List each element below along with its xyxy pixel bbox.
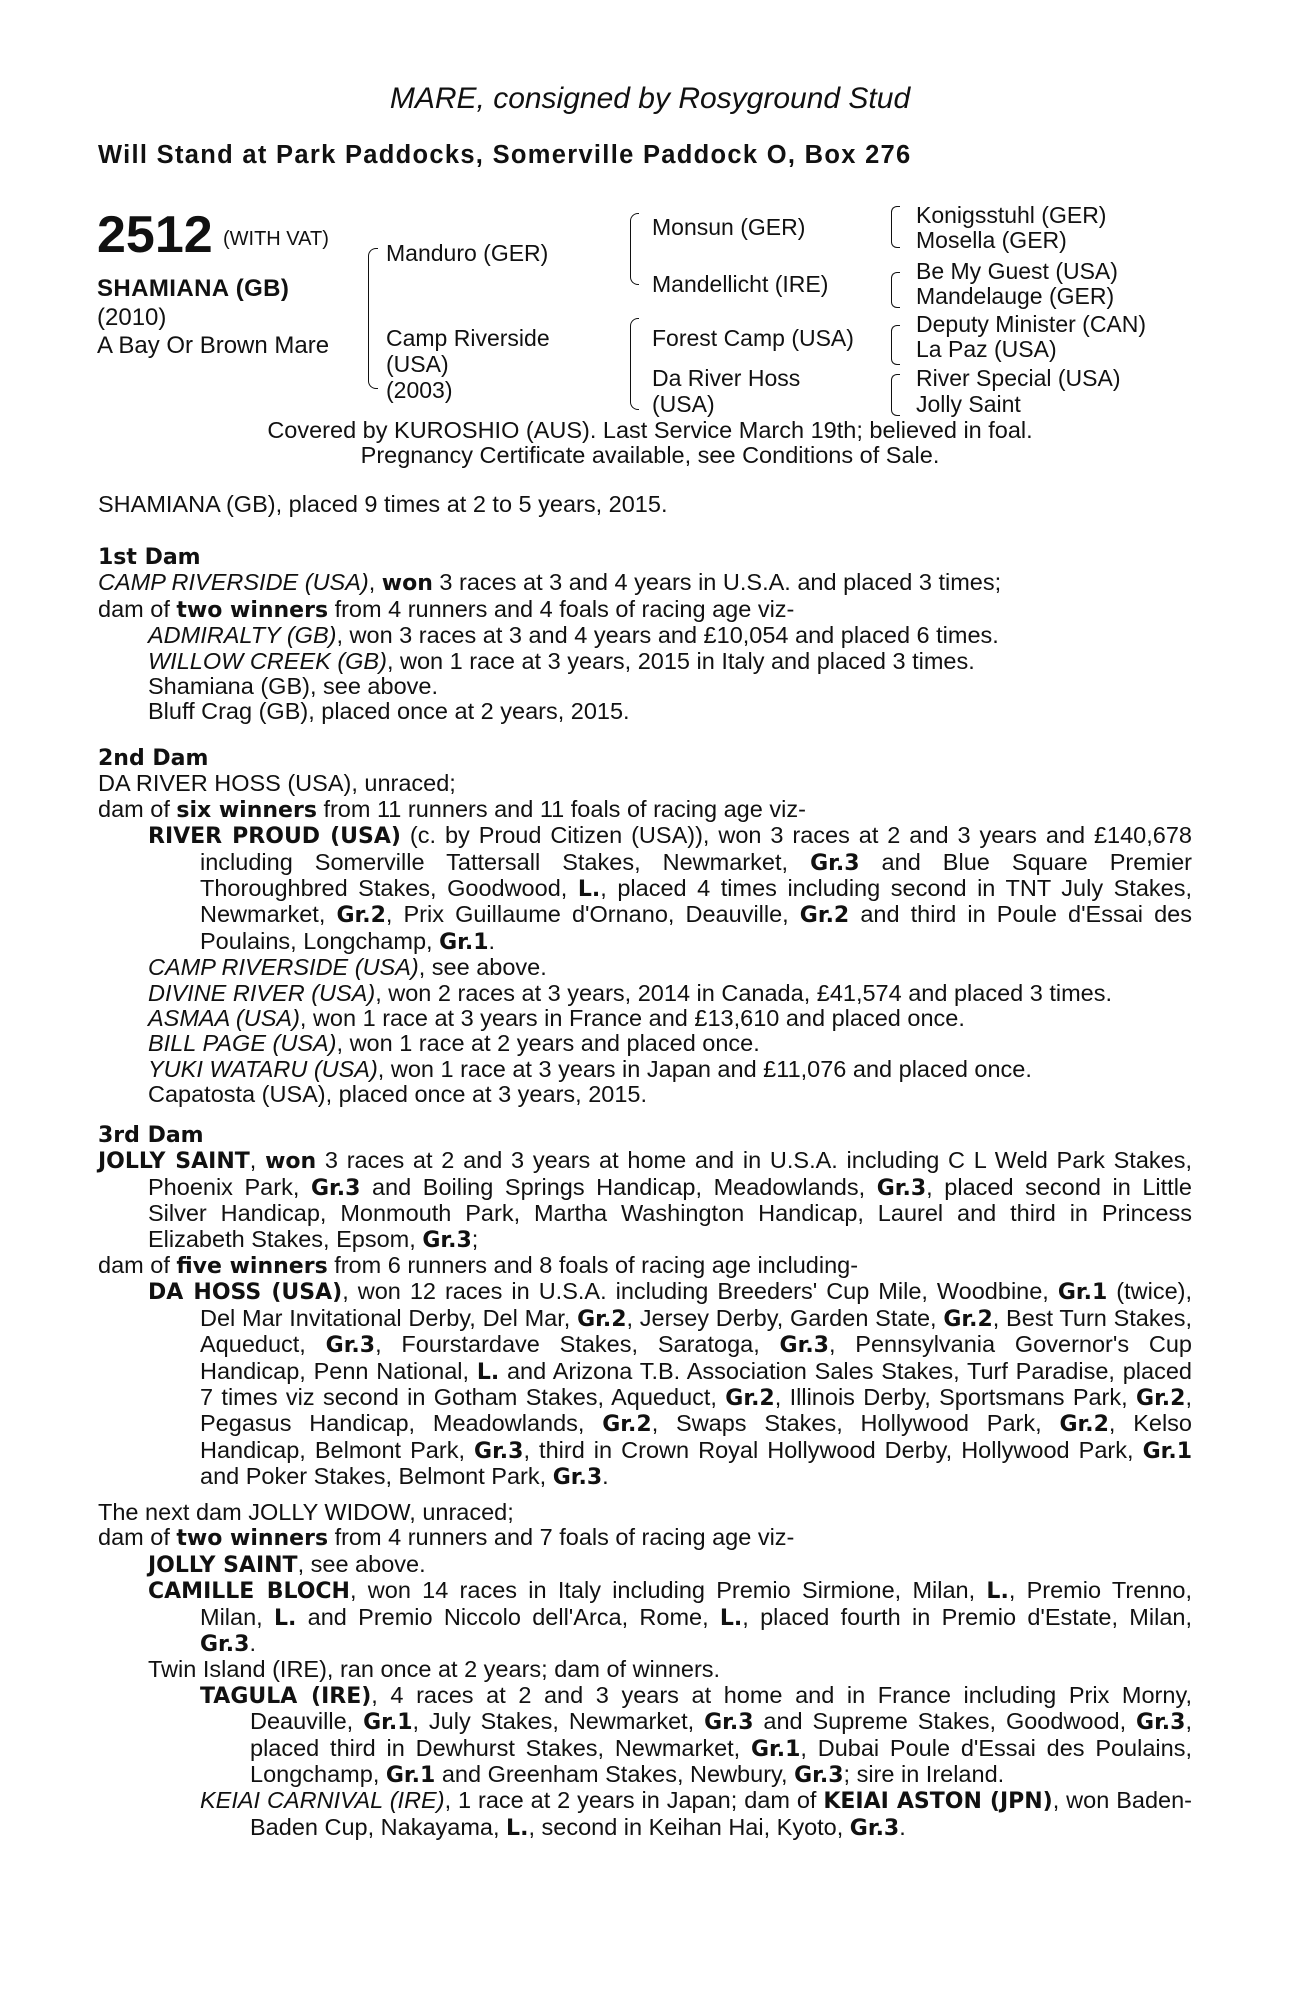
g3-ancestor: River Special (USA) bbox=[916, 365, 1121, 391]
horse-name: SHAMIANA (GB) bbox=[97, 275, 290, 302]
g3-ancestor: Jolly Saint bbox=[916, 391, 1021, 417]
third-dam-section: 3rd Dam JOLLY SAINT, won 3 races at 2 and 3 years at home and in U.S.A. including C L Weld Park Stakes, Phoenix Park, Gr.3 and Boiling Springs Handicap, Meadowlands, Gr.3, placed second in Little Silver Handicap, Monmouth Park, Martha Washington Handicap, Laurel and third in Princess Elizabeth Stakes, Epsom, Gr.3; dam of five winners from 6 runners and 8 foals of racing age including- DA HOSS (USA), won 12 races in U.S.A. including Breeders' Cup Mile, Woodbine, Gr.1 (twice), Del Mar Invitational Derby, Del Mar, Gr.2, Jersey Derby, Garden State, Gr.2, Best Turn Stakes, Aqueduct, Gr.3, Fourstardave Stakes, Saratoga, Gr.3, Pennsylvania Governor's Cup Handicap, Penn National, L. and Arizona T.B. Association Sales Stakes, Turf Paradise, placed 7 times viz second in Gotham Stakes, Aqueduct, Gr.2, Illinois Derby, Sportsmans Park, Gr.2, Pegasus Handicap, Meadowlands, Gr.2, Swaps Stakes, Hollywood Park, Gr.2, Kelso Handicap, Belmont Park, Gr.3, third in Crown Royal Hollywood Derby, Hollywood Park, Gr.1 and Poker Stakes, Belmont Park, Gr.3. bbox=[98, 1123, 1192, 1491]
sire-name: Manduro (GER) bbox=[386, 240, 549, 266]
g3-ancestor: La Paz (USA) bbox=[916, 336, 1057, 362]
pedigree-brace bbox=[891, 206, 900, 248]
g3-ancestor: Deputy Minister (CAN) bbox=[916, 311, 1147, 337]
stand-location: Will Stand at Park Paddocks, Somerville Paddock O, Box 276 bbox=[98, 141, 912, 169]
pedigree-brace bbox=[368, 248, 378, 389]
next-dam-section: The next dam JOLLY WIDOW, unraced; dam of two winners from 4 runners and 7 foals of racing age viz- JOLLY SAINT, see above. CAMILLE BLOCH, won 14 races in Italy including Premio Sirmione, Milan, L., Premio Trenno, Milan, L. and Premio Niccolo dell'Arca, Rome, L., placed fourth in Premio d'Estate, Milan, Gr.3. Twin Island (IRE), ran once at 2 years; dam of winners. TAGULA (IRE), 4 races at 2 and 3 years at home and in France including Prix Morny, Deauville, Gr.1, July Stakes, Newmarket, Gr.3 and Supreme Stakes, Goodwood, Gr.3, placed third in Dewhurst Stakes, Newmarket, Gr.1, Dubai Poule d'Essai des Poulains, Longchamp, Gr.1 and Greenham Stakes, Newbury, Gr.3; sire in Ireland. KEIAI CARNIVAL (IRE), 1 race at 2 years in Japan; dam of KEIAI ASTON (JPN), won Baden-Baden Cup, Nakayama, L., second in Keihan Hai, Kyoto, Gr.3. bbox=[98, 1499, 1193, 1841]
second-dam-section: 2nd Dam DA RIVER HOSS (USA), unraced; dam of six winners from 11 runners and 11 foals of racing age viz- RIVER PROUD (USA) (c. by Proud Citizen (USA)), won 3 races at 2 and 3 years and £140,678 including Somerville Tattersall Stakes, Newmarket, Gr.3 and Blue Square Premier Thoroughbred Stakes, Goodwood, L., placed 4 times including second in TNT July Stakes, Newmarket, Gr.2, Prix Guillaume d'Ornano, Deauville, Gr.2 and third in Poule d'Essai des Poulains, Longchamp, Gr.1. CAMP RIVERSIDE (USA), see above. DIVINE RIVER (USA), won 2 races at 3 years, 2014 in Canada, £41,574 and placed 3 times. ASMAA (USA), won 1 race at 3 years in France and £13,610 and placed once. BILL PAGE (USA), won 1 race at 2 years and placed once. YUKI WATARU (USA), won 1 race at 3 years in Japan and £11,076 and placed once. Capatosta (USA), placed once at 3 years, 2015. bbox=[98, 746, 1193, 1108]
race-record: SHAMIANA (GB), placed 9 times at 2 to 5 years, 2015. bbox=[98, 491, 668, 517]
sire-sire: Monsun (GER) bbox=[652, 214, 806, 240]
dam-dam-line2: (USA) bbox=[652, 391, 715, 417]
section-heading: 2nd Dam bbox=[98, 746, 209, 771]
g3-ancestor: Be My Guest (USA) bbox=[916, 258, 1118, 284]
dam-name-line3: (2003) bbox=[386, 377, 453, 403]
covering-note: Covered by KUROSHIO (AUS). Last Service March 19th; believed in foal. bbox=[267, 417, 1033, 443]
horse-year: (2010) bbox=[97, 304, 167, 331]
pedigree-brace bbox=[891, 325, 900, 365]
vat-note: (WITH VAT) bbox=[223, 228, 329, 250]
pregnancy-note: Pregnancy Certificate available, see Conditions of Sale. bbox=[360, 442, 940, 468]
g3-ancestor: Mosella (GER) bbox=[916, 227, 1067, 253]
first-dam-section: 1st Dam CAMP RIVERSIDE (USA), won 3 races at 3 and 4 years in U.S.A. and placed 3 times; dam of two winners from 4 runners and 4 foals of racing age viz- ADMIRALTY (GB), won 3 races at 3 and 4 years and £10,054 and placed 6 times. WILLOW CREEK (GB), won 1 race at 3 years, 2015 in Italy and placed 3 times. Shamiana (GB), see above. Bluff Crag (GB), placed once at 2 years, 2015. bbox=[98, 545, 1002, 725]
pedigree-brace bbox=[891, 272, 900, 308]
g3-ancestor: Mandelauge (GER) bbox=[916, 283, 1115, 309]
sire-dam: Mandellicht (IRE) bbox=[652, 271, 829, 297]
dam-sire: Forest Camp (USA) bbox=[652, 325, 854, 351]
lot-number: 2512 bbox=[97, 206, 213, 264]
page-title: MARE, consigned by Rosyground Stud bbox=[389, 82, 911, 115]
pedigree-brace bbox=[630, 213, 639, 285]
dam-name-line1: Camp Riverside bbox=[386, 325, 550, 351]
g3-ancestor: Konigsstuhl (GER) bbox=[916, 202, 1107, 228]
pedigree-brace bbox=[630, 318, 639, 410]
dam-name-line2: (USA) bbox=[386, 351, 449, 377]
pedigree-brace bbox=[891, 374, 900, 416]
section-heading: 3rd Dam bbox=[98, 1123, 204, 1148]
horse-description: A Bay Or Brown Mare bbox=[97, 332, 330, 359]
dam-dam-line1: Da River Hoss bbox=[652, 365, 801, 391]
section-heading: 1st Dam bbox=[98, 545, 201, 570]
